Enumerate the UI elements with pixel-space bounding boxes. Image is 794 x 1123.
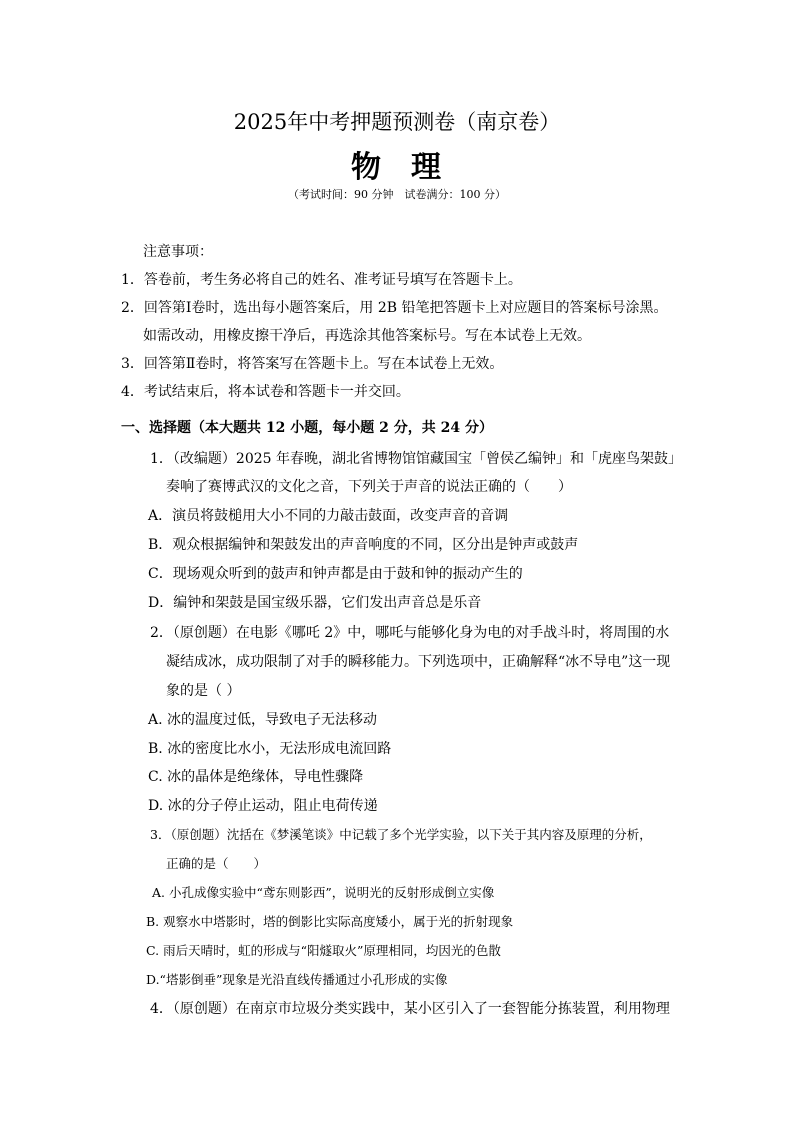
q2-option-b: B. 冰的密度比水小，无法形成电流回路 (148, 741, 392, 757)
notice-item-2: 2．回答第Ⅰ卷时，选出每小题答案后，用 2B 铅笔把答题卡上对应题目的答案标号涂黑。 (121, 300, 668, 316)
notice-item-3: 3．回答第Ⅱ卷时，将答案写在答题卡上。写在本试卷上无效。 (121, 356, 504, 372)
q2-stem-line-1: 2．（原创题）在电影《哪吒 2》中，哪吒与能够化身为电的对手战斗时，将周围的水 (150, 625, 670, 641)
subject-char-2: 理 (411, 150, 443, 185)
q4-stem-line-1: 4．（原创题）在南京市垃圾分类实践中，某小区引入了一套智能分拣装置，利用物理 (150, 1001, 670, 1017)
q2-option-d: D. 冰的分子停止运动，阻止电荷传递 (148, 798, 378, 814)
notice-heading: 注意事项： (143, 244, 213, 260)
q2-option-c: C. 冰的晶体是绝缘体，导电性骤降 (148, 769, 364, 785)
q2-stem-line-3: 象的是（ ） (166, 683, 241, 699)
q3-option-d: D.“塔影倒垂”现象是光沿直线传播通过小孔形成的实像 (146, 972, 448, 987)
subject-title (0, 142, 794, 186)
q1-option-d: D．编钟和架鼓是国宝级乐器，它们发出声音总是乐音 (148, 595, 482, 611)
q3-stem-line-1: 3．（原创题）沈括在《梦溪笔谈》中记载了多个光学实验，以下关于其内容及原理的分析， (150, 827, 652, 842)
q3-option-a: A. 小孔成像实验中“鸢东则影西”，说明光的反射形成倒立实像 (152, 885, 495, 900)
notice-item-4: 4．考试结束后，将本试卷和答题卡一并交回。 (121, 384, 410, 400)
exam-meta: （考试时间：90 分钟 试卷满分：100 分） (288, 188, 506, 201)
q3-option-c: C. 雨后天晴时，虹的形成与“阳燧取火”原理相同，均因光的色散 (146, 943, 501, 958)
q1-option-a: A．演员将鼓槌用大小不同的力敲击鼓面，改变声音的音调 (148, 508, 509, 524)
q3-stem-line-2: 正确的是（ ） (166, 856, 267, 871)
q1-option-b: B．观众根据编钟和架鼓发出的声音响度的不同，区分出是钟声或鼓声 (148, 537, 579, 553)
subject-char-1: 物 (351, 150, 383, 185)
exam-title: 2025年中考押题预测卷（南京卷） (233, 110, 561, 134)
section-heading: 一、选择题（本大题共 12 小题，每小题 2 分，共 24 分） (121, 420, 493, 436)
q2-option-a: A. 冰的温度过低，导致电子无法移动 (148, 712, 378, 728)
notice-item-2-cont: 如需改动，用橡皮擦干净后，再选涂其他答案标号。写在本试卷上无效。 (143, 328, 591, 344)
q1-stem-line-1: 1．（改编题）2025 年春晚，湖北省博物馆馆藏国宝「曾侯乙编钟」和「虎座鸟架鼓」 (150, 451, 682, 467)
q1-option-c: C．现场观众听到的鼓声和钟声都是由于鼓和钟的振动产生的 (148, 566, 523, 582)
notice-item-1: 1．答卷前，考生务必将自己的姓名、准考证号填写在答题卡上。 (121, 272, 522, 288)
q2-stem-line-2: 凝结成冰，成功限制了对手的瞬移能力。下列选项中，正确解释“冰不导电”这一现 (166, 654, 671, 670)
q3-option-b: B. 观察水中塔影时，塔的倒影比实际高度矮小，属于光的折射现象 (146, 914, 514, 929)
q1-stem-line-2: 奏响了赛博武汉的文化之音，下列关于声音的说法正确的（ ） (166, 479, 572, 495)
